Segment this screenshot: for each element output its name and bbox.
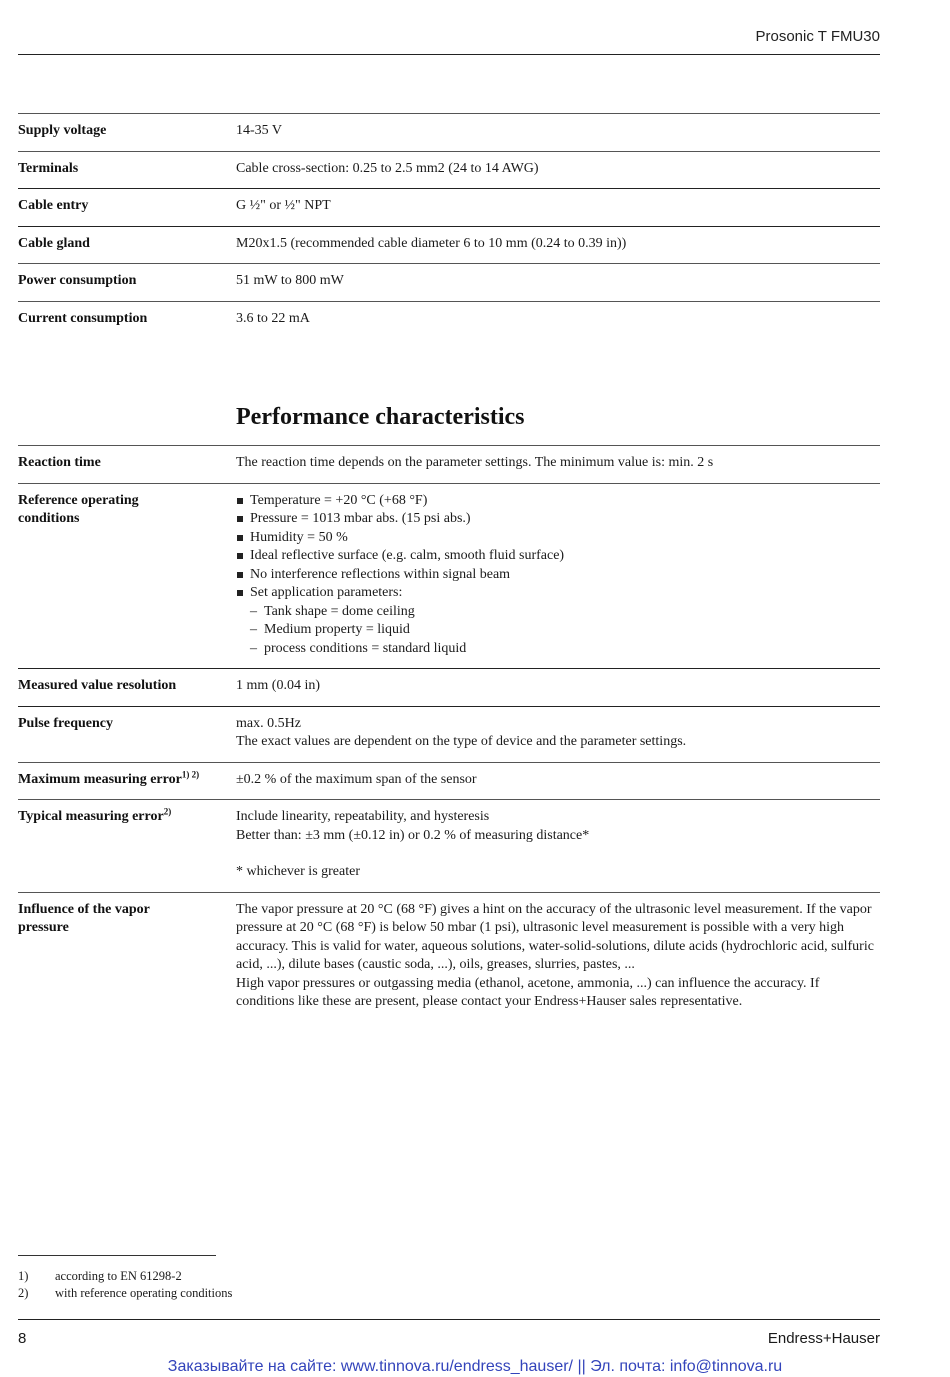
row-label: Maximum measuring error$^{1) 2)}$ xyxy=(18,768,200,787)
row-label: Power consumption xyxy=(18,273,137,288)
row-value: max. 0.5Hz The exact values are dependent on the type of device and the parameter settings. xyxy=(236,715,687,749)
row-label: Reaction time xyxy=(18,455,101,470)
row-value: ±0.2 % of the maximum span of the sensor xyxy=(236,771,477,787)
table-row xyxy=(18,188,880,226)
table-row xyxy=(18,762,880,800)
table-row xyxy=(18,668,880,706)
list-item: Pressure = 1013 mbar abs. (15 psi abs.) xyxy=(236,510,880,529)
table-row xyxy=(18,445,880,483)
page-number: 8 xyxy=(18,1330,27,1347)
row-value: 14-35 V xyxy=(236,123,283,138)
row-value: Cable cross-section: 0.25 to 2.5 mm2 (24 to 14 AWG) xyxy=(236,160,539,176)
page-header xyxy=(18,28,880,55)
bullet-square-icon xyxy=(237,590,243,596)
row-value xyxy=(236,492,880,659)
row-value: Include linearity, repeatability, and hysteresis Better than: ±3 mm (±0.12 in) or 0.2 % of measuring distance* * whichever is greater xyxy=(236,809,590,879)
list-item: Set application parameters: xyxy=(236,584,880,603)
section-title: Performance characteristics xyxy=(236,404,525,430)
order-contact-line: Заказывайте на сайте: www.tinnova.ru/endress_hauser/ || Эл. почта: info@tinnova.ru xyxy=(167,1358,783,1375)
row-label: Reference operating conditions xyxy=(18,492,139,526)
row-label: Terminals xyxy=(18,160,79,176)
bullet-square-icon xyxy=(237,572,243,578)
bullet-square-icon xyxy=(237,516,243,522)
bullet-square-icon xyxy=(237,535,243,541)
list-item: – Tank shape = dome ceiling xyxy=(250,603,415,619)
list-item: – Medium property = liquid xyxy=(250,622,410,637)
row-label: Cable entry xyxy=(18,198,89,213)
table-row xyxy=(18,301,880,339)
list-item: – process conditions = standard liquid xyxy=(250,640,467,656)
footnote-ref: 1) 2) xyxy=(181,768,200,779)
table-row xyxy=(18,483,880,669)
table-row xyxy=(18,226,880,264)
document-title: Prosonic T FMU30 xyxy=(755,28,880,45)
footnote-ref: 2) xyxy=(163,806,172,817)
table-row xyxy=(18,892,880,1022)
brand-name: Endress+Hauser xyxy=(767,1330,880,1347)
row-value: 3.6 to 22 mA xyxy=(236,310,310,326)
row-value: The reaction time depends on the parameter settings. The minimum value is: min. 2 s xyxy=(236,455,714,470)
row-label: Measured value resolution xyxy=(18,678,177,693)
row-label: Influence of the vapor pressure xyxy=(18,901,150,935)
table-row xyxy=(18,263,880,301)
row-label: Typical measuring error$^{2)}$ xyxy=(18,806,172,824)
row-label: Pulse frequency xyxy=(18,715,114,731)
footnote: 2) with reference operating conditions xyxy=(18,1286,233,1300)
table-row xyxy=(18,113,880,151)
list-item: Temperature = +20 °C (+68 °F) xyxy=(236,492,880,511)
row-value: 51 mW to 800 mW xyxy=(236,273,344,288)
row-label: Supply voltage xyxy=(18,123,107,138)
row-value: M20x1.5 (recommended cable diameter 6 to 10 mm (0.24 to 0.39 in)) xyxy=(236,235,627,251)
dash-list xyxy=(236,603,880,659)
footer-rule xyxy=(18,1319,880,1320)
list-item: No interference reflections within signal beam xyxy=(236,566,880,585)
performance-table xyxy=(18,445,880,1022)
table-row xyxy=(18,151,880,189)
row-value: 1 mm (0.04 in) xyxy=(236,678,320,693)
bullet-square-icon xyxy=(237,498,243,504)
footnote-divider xyxy=(18,1255,216,1256)
list-item: Ideal reflective surface (e.g. calm, smooth fluid surface) xyxy=(236,547,880,566)
bullet-square-icon xyxy=(237,553,243,559)
electrical-table xyxy=(18,113,880,338)
row-value: The vapor pressure at 20 °C (68 °F) gives a hint on the accuracy of the ultrasonic level measurement. If the vapor pressure at 20 °C (68 °F) is below 50 mbar (1 psi), ultrasonic level measurement is possible with a very high accuracy. This is valid for water, aqueous solutions, water-solid-solutions, dilute acids (hydrochloric acid, sulfuric acid, ...), dilute bases (caustic soda, ...), oils, greases, slurries, pastes, ... High vapor pressures or outgassing media (ethanol, acetone, ammonia, ...) can influence the accuracy. If conditions like these are present, please contact your Endress+Hauser sales representative. xyxy=(236,901,874,1009)
bullet-list xyxy=(236,492,880,603)
row-value: G ½" or ½" NPT xyxy=(236,198,331,213)
footnote: 1) according to EN 61298-2 xyxy=(18,1269,182,1283)
row-label: Cable gland xyxy=(18,235,90,251)
table-row xyxy=(18,706,880,762)
table-row xyxy=(18,799,880,892)
list-item: Humidity = 50 % xyxy=(236,529,880,548)
row-label: Current consumption xyxy=(18,310,148,326)
